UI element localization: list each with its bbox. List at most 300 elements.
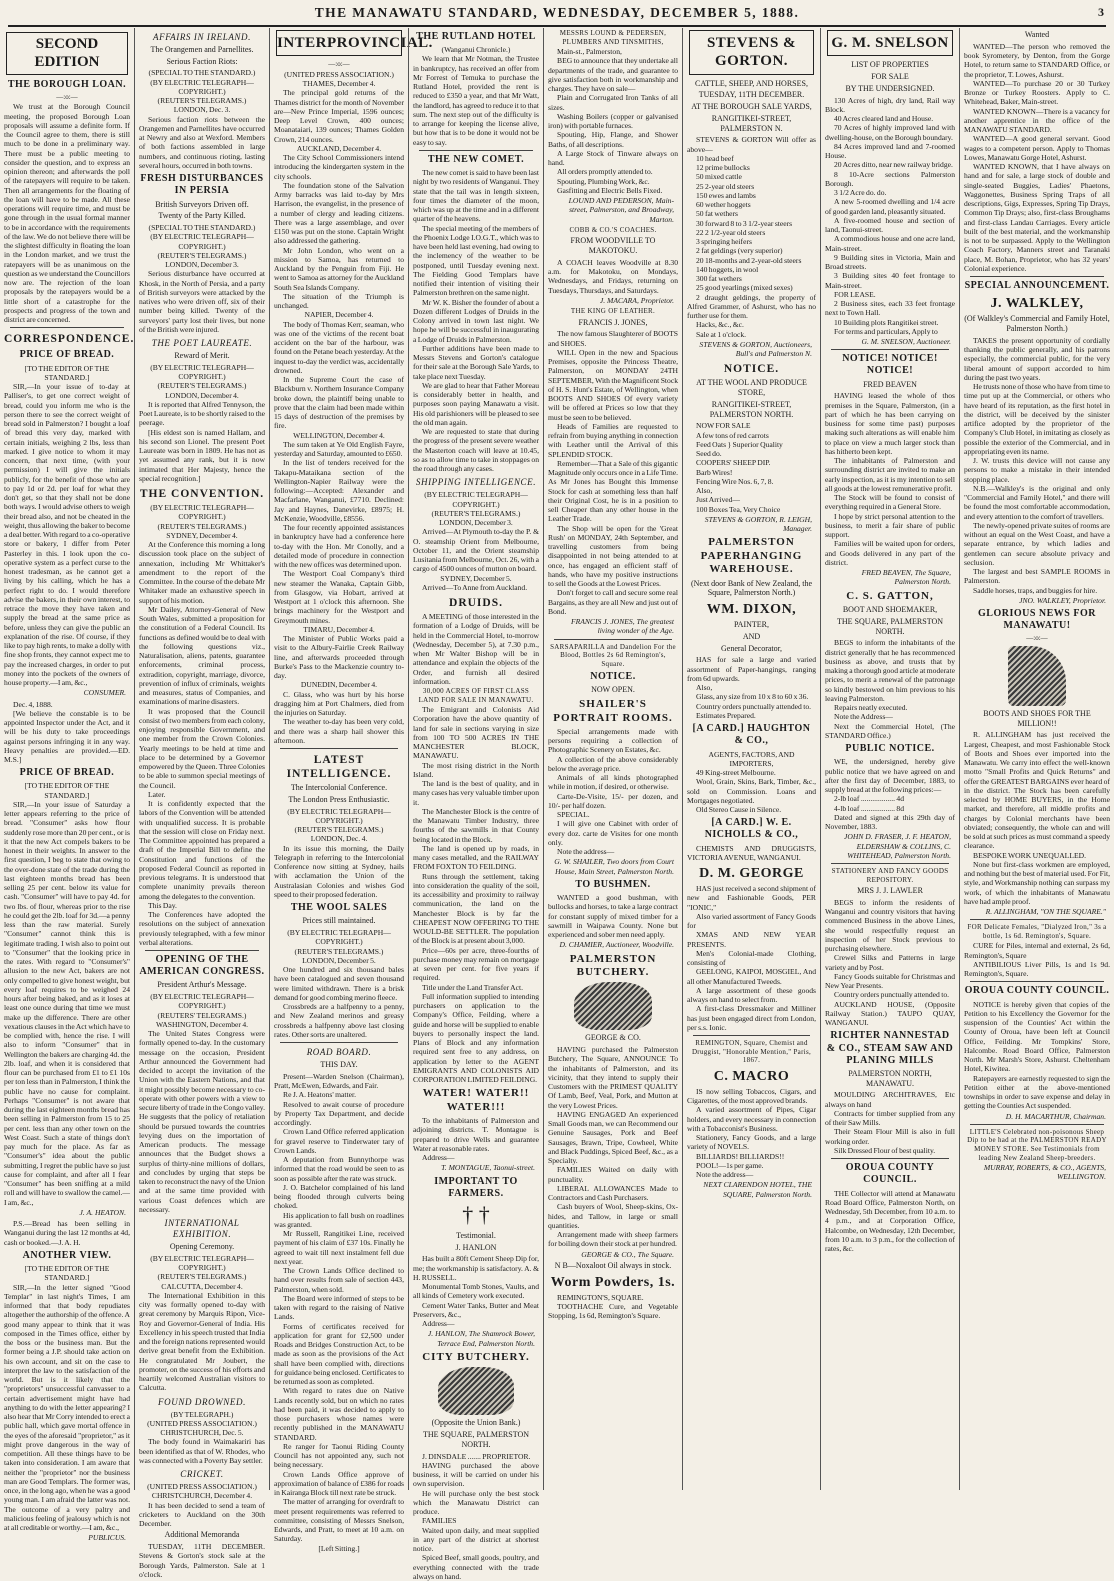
article-paragraph: Cement Water Tanks, Butter and Meat Preservers, &c., (413, 1300, 539, 1319)
article-paragraph: SIR,—In your issue of to-day at Palliser's, to get one correct weight of bread, could you inform me who is the person there to see the correct weight of bread sold in Palmerston? I bought a loaf of bread this very day, marked with certain initials, weighing 2 lbs, less than marked. I give notice to whom it may concern, that next time, (with your permission) I will give the initials publicly, for the benefit of those who are to pay 1d or 2d. per loaf for what they don't get, so that they shall not be done both ways. I would advise others to weigh their bread also, and not be cheated in the weight, thus allowing the baker to become a deal better. With regard to a co-operative store or bakery, I differ from Peter Pasterley in this. I look upon the co-operative system as a perfect curse to the honest tradesman, as he cannot get a living by his calling, which he has a perfect right to do. I would therefore advise the bakers, in their own interest, to retrace the move they have taken and supply the bread at the same price as before, unless they can give the public an explanation of the rise. Of course, if they like to pay high rents, to make a dolly with fine shop fronts, they cannot expect me to pay the increased charges, in order to put money into the pockets of the owners of house property.—I am, &c., (4, 382, 130, 688)
article-paragraph: ANTIBILIOUS Liver Pills, 1s and 1s 9d. Remington's, Square. (964, 959, 1110, 979)
article-paragraph: WANTED KNOWN—There is a vacancy for another apprentice in the office of the MANAWATU STANDARD. (964, 106, 1110, 134)
article-paragraph: The most rising district in the North Island. (413, 760, 539, 779)
editor-note: [We believe the constable is to be appointed Inspector under the Act, and it will be his duty to take proceedings against persons infringing it in any way. Heavy penalties are provided.—ED. M.S.] (4, 708, 130, 765)
article (825, 1030, 955, 1155)
article-paragraph: Estimates Prepared. (696, 710, 756, 720)
article-paragraph: (REUTER'S TELEGRAMS.) (294, 825, 384, 835)
signature: D. H. MACARTHUR, Chairman. (1005, 1111, 1106, 1121)
article-paragraph: The body of Thomas Kerr, seaman, who was one of the victims of the recent boat accident on the bar of the harbour, was found on the Petane beach yesterday. At the inquest to-day the verdict was, accidentally drowned. (274, 319, 404, 375)
section-rule (419, 150, 533, 151)
article-heading: 30,000 ACRES OF FIRST CLASS LAND FOR SALE IN MANAWATU. (418, 687, 534, 704)
article-paragraph: NAPIER, December 4. (304, 310, 374, 320)
article-paragraph: Carte-De-Visite, 15/- per dozen, and 10/- per half dozen. (548, 791, 678, 810)
article-heading: PALMERSTON BUTCHERY. (569, 952, 657, 979)
article-paragraph: (REUTER'S TELEGRAMS.) (157, 96, 247, 106)
article-paragraph: All orders promptly attended to. (557, 167, 653, 177)
article-paragraph: 2-lb loaf .................. 4d (834, 794, 904, 804)
article-heading: Wanted (1024, 30, 1050, 39)
article-paragraph: Later. (148, 789, 166, 799)
article-paragraph: [TO THE EDITOR OF THE STANDARD.] (24, 781, 110, 800)
column-divider (959, 28, 960, 1490)
article-paragraph: It is confidently expected that the labors of the Convention will be attended with unqualified success. It is probable that the session will close on Friday next. The Committee appointed has prepared a draft of the Imperial Bill to define the Constitution and functions of the proposed Federal Council as reported in previous telegrams. It is understood that complete unanimity prevails thereon among the delegates to the convention. (139, 799, 265, 901)
article-paragraph: Their Steam Flour Mill is also in full working order. (825, 1127, 955, 1146)
signature: GEORGE & CO., The Square. (581, 1249, 674, 1259)
article-subheading: Twenty of the Party Killed. (158, 211, 246, 221)
article-paragraph: CALCUTTA, December 4. (161, 1281, 243, 1291)
article-paragraph: Mr John London, who went on a mission to Samoa, has returned to Auckland by the Penguin from Fiji. He went to Samoa as attorney for the Auckland South Sea Islands Company. (274, 245, 404, 292)
article-paragraph: Families will be waited upon for orders, and Goods delivered in any part of the district. (825, 539, 955, 567)
article-paragraph: (REUTER'S TELEGRAMS.) (157, 1272, 247, 1282)
article-heading: LITTLE'S Celebrated non-poisonous Sheep Dip to be had at the PALMERSTON READY MONEY STORE. See Testimonials from leading New Zealand Sheep-breeders. (967, 1127, 1107, 1162)
article-subheading: AT THE WOOL AND PRODUCE STORE, (696, 378, 807, 398)
article-paragraph: (SPECIAL TO THE STANDARD.) (148, 223, 256, 233)
article-heading: INTERNATIONAL EXHIBITION. (164, 1218, 240, 1240)
editor-note: P.S.—Bread has been selling in Wanganui during the last 12 months at 4d, cash or booked.—J. A. H. (4, 1219, 130, 1247)
article (687, 723, 816, 814)
article-paragraph: The Manchester Block is the centre of the Manawatu Timber Industry, three fourths of the sawmills in that County being located in the Block. (413, 806, 539, 844)
article (964, 30, 1110, 273)
article-paragraph: 20 18-months and 2-year-old steers (696, 255, 802, 265)
article-heading: WATER! WATER!! WATER!!! (422, 1087, 530, 1113)
article (548, 671, 678, 695)
article-paragraph: Main-st., Palmerston, (557, 47, 622, 57)
signature: G. W. SHAILER, Two doors from Court House, Main Street, Palmerston North. (554, 857, 674, 876)
article-paragraph: We are requested to state that during the progress of the present severe weather the Masterton coach will leave at 10.45, so as to allow time to take in stoppages on the road through any cases. (413, 427, 539, 474)
article-paragraph: Men's Colonial-made Clothing, consisting of (687, 948, 816, 968)
article (413, 31, 539, 147)
signature: T. MONTAGUE, Taonui-street. (441, 1163, 535, 1173)
column-2 (139, 28, 265, 1579)
article (548, 1261, 678, 1271)
article-paragraph: SPECIAL. (557, 810, 590, 820)
article-heading: INTERPROVINCIAL. (276, 30, 402, 56)
article-paragraph: To the inhabitants of Palmerston and adjoining districts. T. Montague is prepared to drive Wells and guarantee Water at reasonable rates. (413, 1116, 539, 1153)
article-paragraph: The International Exhibition in this city was formally opened to-day with great ceremony by Marquis Ripon, Vice-Roy and Governor-General of India. His Excellency in his speech trusted that India and the foreign nations represented would derive great benefit from the Exhibition. He congratulated Mr Joubert, the promoter, on the success of his efforts and heartily welcomed Australian visitors to Calcutta. (139, 1290, 265, 1393)
article-paragraph: Note the address— (696, 1170, 754, 1180)
article-paragraph: A collection of the above considerably below the average price. (548, 754, 678, 773)
article-subheading: THE SQUARE, PALMERSTON NORTH. (422, 1430, 529, 1449)
article-heading: N B—Noxaloot Oil always in stock. (554, 1260, 672, 1270)
article-paragraph: CHRISTCHURCH, December 4. (151, 1491, 253, 1501)
article-heading: PUBLIC NOTICE. (845, 743, 935, 755)
article-paragraph: A COACH leaves Woodville at 8.30 a.m. for Makotoku, on Mondays, Wednesdays, and Fridays, returning on Tuesdays, Thursdays, and Saturdays. (548, 257, 678, 295)
article-heading: SHIPPING INTELLIGENCE. (415, 477, 537, 488)
article-paragraph: LONDON, Dec. 4. (310, 834, 368, 844)
article-paragraph: Spouting, Plumbing Work, &c. (557, 176, 650, 186)
article-paragraph: (BY ELECTRIC TELEGRAPH—COPYRIGHT.) (287, 928, 391, 947)
article (4, 79, 130, 325)
article-subheading: MRS J. J. LAWLER (857, 886, 923, 896)
article-paragraph: 12 prime bullocks (696, 163, 750, 173)
article-paragraph: LONDON, December 3. (439, 518, 513, 528)
article (139, 1469, 265, 1528)
article-heading: THE POET LAUREATE. (151, 338, 253, 349)
article-heading: OROUA COUNTY COUNCIL. (964, 985, 1110, 997)
article-paragraph: (BY ELECTRIC TELEGRAPH—COPYRIGHT.) (150, 992, 254, 1011)
article-paragraph: The land is the best of quality, and in many cases has very valuable timber upon it. (413, 779, 539, 807)
section-rule (831, 1158, 949, 1159)
article-paragraph: 3 1/2 Acre do. do. (834, 188, 887, 198)
article (825, 30, 955, 346)
article-paragraph: TOOTHACHE Cure, and Vegetable Stopping, 1s 6d, Remington's Square. (548, 1302, 678, 1321)
signature: STEVENS & GORTON, Auctioneers, Bull's and Palmerston N. (699, 339, 812, 359)
article-subheading: Reward of Merit. (174, 351, 230, 361)
column-divider (134, 28, 135, 1490)
article-paragraph: MOULDING ARCHITRAVES, Etc always on hand (825, 1090, 955, 1109)
section-rule (970, 276, 1104, 277)
article-paragraph: [TO THE EDITOR OF THE STANDARD.] (24, 363, 110, 382)
article-heading: THE WOOL SALES (290, 902, 388, 914)
article (139, 1397, 265, 1465)
article-paragraph: POOL!—1s per game. (696, 1160, 764, 1170)
article-paragraph: (BY ELECTRIC TELEGRAPH—COPYRIGHT.) (150, 232, 254, 251)
article-paragraph: LONDON, Dec. 3. (173, 105, 231, 115)
article-paragraph: I hope by strict personal attention to the business, to merit a fair share of public support. (825, 511, 955, 540)
article-paragraph: Animals of all kinds photographed while in motion, if desired, or otherwise. (548, 773, 678, 792)
signature: JNO. WALKLEY, Proprietor. (1019, 595, 1106, 605)
article-heading: THE CONVENTION. (139, 488, 265, 501)
article-paragraph: (REUTER'S TELEGRAMS.) (157, 250, 247, 260)
article (139, 950, 265, 1214)
article (274, 1042, 404, 1553)
article-paragraph: 22 2 1/2-year old steers (696, 227, 766, 237)
article (825, 590, 955, 740)
article-paragraph: WASHINGTON, December 4. (155, 1019, 249, 1029)
article-paragraph: It was proposed that the Council consist of two members from each colony, enjoying responsible Government, and one member from the Crown Colonies. Yearly meetings to be held at time and place to be determined by a Governor empowered by the Queen. Three Colonies to be able to summon special meetings of the Council. (139, 706, 265, 790)
article-paragraph: Also, (696, 683, 713, 693)
article-heading: SHAILER'S PORTRAIT ROOMS. (553, 698, 673, 724)
article-paragraph: J. DINSDALE ....... PROPRIETOR. (422, 1451, 531, 1461)
article-paragraph: GEELONG, KAIPOI, MOSGIEL, And all other Manufactured Tweeds. (687, 967, 816, 986)
article-heading: STATIONERY AND FANCY GOODS REPOSITORY. (831, 867, 949, 884)
article-paragraph: The weather to-day has been very cold, and there was a sharp hail shower this afternoon. (274, 717, 404, 745)
article-paragraph: 100 Boxes Tea, Very Choice (696, 504, 781, 514)
article-paragraph: The City School Commissioners intend introducing the kindergarten system in the city schools. (274, 153, 404, 181)
article-subheading: FROM WOODVILLE TO MAKOTOKU. (570, 236, 656, 256)
article-paragraph: A deputation from Bunnythorpe was informed that the road would be seen to as soon as possible after the rate was struck. (274, 1155, 404, 1183)
article-paragraph: N.B.—Walkley's is the original and only "Commercial and Family Hotel," and there will be found the most comfortable accommodation, and every attention to the comfort of travellers. (964, 483, 1110, 521)
article-paragraph: 10 Building plots Rangitikei street. (834, 317, 939, 327)
article-paragraph: The Shop will be open for the 'Great Rush' on MONDAY, 24th September, and travelling customers from being disappointed in not being attended to at once, has engaged an efficient staff of hands, who have my positive instructions to sell the Goods at the Lowest Prices. (548, 523, 678, 589)
article-paragraph: Hacks, &c., &c. (696, 320, 744, 330)
article-paragraph: Has built a 80ft Cement Sheep Dip for, me; the workmanship is satisfactory. A. & H. RUSSELL. (413, 1254, 539, 1282)
article-paragraph: The four recently appointed assistances in bankruptcy have had a conference here to-day with the Hon. Mr Conolly, and a detailed mode of procedure in connection with the new offices was determined upon. (274, 523, 404, 570)
article-subheading: GEORGE & CO. (585, 1033, 641, 1043)
article (964, 919, 1110, 978)
heading-ornament: —:o:— (328, 60, 350, 69)
article-paragraph: BESPOKE WORK UNEQUALLED. (973, 850, 1086, 860)
article-subheading: J. HANLON (455, 1242, 497, 1252)
article-heading: SARSAPARILLA and Dandelion For the Blood, Bottles 2s 6d Remington's, Square. (550, 642, 676, 668)
article-heading: SECOND EDITION (6, 32, 128, 75)
article (687, 817, 816, 862)
article-paragraph: Address— (422, 1319, 455, 1329)
article-paragraph: Ratepayers are earnestly requested to sign the Petition either at the above-mentioned townships in order to save expense and delay in getting the Counties Act suspended. (964, 1073, 1110, 1111)
article-paragraph: (BY ELECTRIC TELEGRAPH—COPYRIGHT.) (150, 362, 254, 382)
article-paragraph: The inhabitants of Palmerston and surrounding district are invited to make an early inspection, as it is my intention to sell all goods at the lowest remunerative profit. (825, 456, 955, 493)
article-paragraph: (BY TELEGRAPH.) (170, 1409, 234, 1419)
article-paragraph: Also varied assortment of Fancy Goods for (687, 911, 816, 931)
article-paragraph: LONDON, December 4. (165, 390, 239, 400)
article-heading: J. WALKLEY, (990, 296, 1084, 312)
article-paragraph: SYDNEY, December 5. (440, 573, 512, 583)
article-paragraph: Just Arrived— (696, 495, 741, 505)
article-paragraph: 40 Acres cleared land and House. (834, 114, 934, 124)
article (687, 536, 816, 598)
column-5 (548, 28, 678, 1490)
article-paragraph: Spouting, Hip, Flange, and Shower Baths, of all descriptions. (548, 130, 678, 149)
article-paragraph: (UNITED PRESS ASSOCIATION.) (284, 69, 394, 79)
article-heading: PRICE OF BREAD. (19, 767, 115, 779)
article-paragraph: The foundation stone of the Salvation Army barracks was laid to-day by Mrs Harrison, the evangelist, in the presence of a number of clergy and leading citizens. There was a large assemblage, and over £150 was put on the stone. Captain Wright also addressed the gathering. (274, 180, 404, 246)
signature: STEVENS & GORTON, R. LEIGH, Manager. (704, 514, 812, 534)
article-paragraph: FAMILIES Waited on daily with punctuality. (548, 1165, 678, 1184)
article-paragraph: 49 King-street Melbourne. (696, 768, 776, 778)
article-heading: THE RUTLAND HOTEL (416, 31, 536, 42)
article (413, 687, 539, 1084)
article-paragraph: The land is opened up by roads, in many cases metalled, and the RAILWAY FROM FOXTON TO FEILDING. (413, 843, 539, 872)
article-paragraph: The body found in Waimakariri has been identified as that of W. Rhodes, who was connected with a Poverty Bay settler. (139, 1437, 265, 1465)
article-paragraph: 2 Business sites, each 33 feet frontage next to Town Hall. (825, 299, 955, 318)
article-paragraph: HAVING purchased the Palmerston Butchery, The Square, ANNOUNCE To the inhabitants of Palmerston, and its vicinity, that they intend to supply their Customers with the PRIMEST QUALITY Of Lamb, Beef, Veal, Pork, and Mutton at the very Lowest Prices. (548, 1045, 678, 1110)
article-paragraph: A large assortment of these goods always on hand to select from. (687, 985, 816, 1005)
signature: J. HANLON, The Shamrock Bower, Terrace End, Palmerston North. (427, 1329, 535, 1348)
article (274, 748, 404, 899)
article-paragraph: I will give one Cabinet with order of every doz. carte de Visites for one month only. (548, 819, 678, 847)
article-heading: PALMERSTON PAPERHANGING WAREHOUSE. (700, 536, 803, 576)
article-paragraph: Cash buyers of Wool, Sheep-skins, Ox-hides, and Tallow, in large or small quantities. (548, 1202, 678, 1230)
article-paragraph: SYDNEY, December 4. (166, 530, 238, 540)
column-divider (682, 28, 683, 1490)
signature: D. CHAMIER, Auctioneer, Woodville. (559, 940, 674, 950)
article (139, 32, 265, 170)
article-paragraph: HAVING ENGAGED An experienced Small Goods man, we can Recommend our Genuine Sausages, Pork and Beef Sausages, Brawn, Tripe, Cowheel, White and Black Puddings, Spiced Beef, &c., as a Specialty. (548, 1109, 678, 1166)
article-paragraph: A new 5-roomed dwelling and 1/4 acre of good garden land, pleasantly situated. (825, 197, 955, 216)
article-paragraph: AUCKLAND, December 4. (296, 143, 382, 153)
article-heading: C. MACRO (713, 1068, 790, 1084)
article (413, 150, 539, 473)
article (964, 981, 1110, 1120)
article-paragraph: At the Conference this morning a long discussion took place on the subject of annexation, including Mr Whittaker's amendment to the report of the Committee. In the course of the debate Mr Whitaker made an exhaustive speech in support of his motion. (139, 540, 265, 605)
article-paragraph: Country orders punctually attended to. (696, 701, 812, 711)
article (413, 1087, 539, 1172)
article-heading: NOTICE! NOTICE! NOTICE! (842, 353, 938, 377)
article-paragraph: Runs through the settlement, taking into consideration the quality of the soil, its accessibility and proximity to railway communication, the land on the Manchester Block is by far the CHEAPEST NOW OFFERING TO THE WOULD-BE SETTLER. The population of the Block is at present about 3,000. (413, 871, 539, 946)
article-paragraph: Serious disturbance have occurred at Khosk, in the North of Persia, and a party of British surveyors were attacked by the natives who were driven off, six of their number being killed. Twenty of the surveyors' party lost their lives, but none of the British were injured. (139, 269, 265, 334)
article-paragraph: A five-roomed house and section of land, Taonui-street. (825, 215, 955, 235)
article-paragraph: Re ranger for Taonui Riding County Council has not appointed any, such not being necessary. (274, 1441, 404, 1470)
article-paragraph: Next the Commercial Hotel, (The STANDARD Office.) (825, 721, 955, 740)
article-paragraph: (BY ELECTRIC TELEGRAPH—COPYRIGHT.) (150, 1253, 254, 1273)
signature: FRED BEAVEN, The Square, Palmerston North. (861, 568, 951, 587)
article-paragraph: In the Supreme Court the case of Blackburn v. Northern Insurance Company broke down, the plaintiff being unable to prove that the claim had been made within 15 days of destruction of the premises by fire. (274, 375, 404, 431)
article-paragraph: Mr W. K. Bisher the founder of about a Dozen different Lodges of Druids in the Colony arrived in town last night. We hope he will be successful in inaugurating a Lodge of Druids in Palmerston. (413, 297, 539, 344)
article (413, 596, 539, 686)
article-heading: IMPORTANT TO FARMERS. (434, 1175, 518, 1199)
article-paragraph: LIBERAL ALLOWANCES Made to Contractors and Cash Purchasers. (548, 1183, 678, 1203)
article-paragraph: A MEETING of those interested in the formation of a Lodge of Druids, will be held in the Commercial Hotel, to-morrow (Wednesday, December 5), at 7.30 p.m., when Mr Walter Bishop will be in attendance and explain the objects of the Order, and furnish all desired information. (413, 612, 539, 686)
article-paragraph: J. W. trusts this device will not cause any persons to make a mistake in their intended stopping place. (964, 456, 1110, 484)
article-paragraph: NOTICE is hereby given that copies of the Petition to his Excellency the Governor for the suspension of the Counties' Act within the County of Oroua, have been left at Council Office, Feilding. Mr Tompkins' Store, Halcombe. Road Board Office, Palmerston North. Mr Marsh's Store, Ashurst. Cheltenham Hotel, Kiwitea. (964, 999, 1110, 1074)
article-heading: LATEST INTELLIGENCE. (286, 754, 392, 781)
article-paragraph: (REUTER'S TELEGRAMS.) (431, 508, 521, 518)
article-paragraph: With regard to rates due on Native Lands recently sold, but on which no rates had been paid, it was decided to apply to those purchasers whose names were recently published in the MANAWATU STANDARD. (274, 1386, 404, 1442)
masthead-rule (8, 25, 1106, 27)
article-paragraph: Heads of Families are requested to refrain from buying anything in connection with Leather until the Arrival of this SPLENDID STOCK. (548, 421, 678, 459)
article-paragraph: (REUTER'S TELEGRAMS.) (294, 946, 384, 956)
article-paragraph: 10 head beef (696, 153, 734, 163)
article-subheading: General Decorator, (721, 643, 782, 653)
signature: LOUND AND PEDERSON, Main-street, Palmerston, and Broadway, Marton. (568, 196, 674, 224)
article-paragraph: Stationery, Fancy Goods, and a large variety of NOVELS. (687, 1133, 816, 1152)
article (4, 1250, 130, 1543)
article-paragraph: He trusts none of those who have from time to time put up at the Commercial, or others who have heard of its reputation, as the first hotel in the district, will be deceived by the sinister artifice adopted by the proprietor of the Company's Club Hotel, in imitating as closely as possible the exterior of the Commercial, and in appropriating even its name. (964, 382, 1110, 456)
article-paragraph: AUCKLAND HOUSE, (Opposite Railway Station.) TAUPO QUAY, WANGANUI. (825, 999, 955, 1028)
article (4, 32, 130, 75)
article-paragraph: WANTED—The person who removed the book Syrometery, by Denton, from the Gorge Hotel, to return same to STANDARD Office, or the proprietor, T. Lowes, Ashurst. (964, 41, 1110, 79)
article-paragraph: We trust at the Borough Council meeting, the proposed Borough Loan proposals will assume a definite form. If the Council agree to them, there is still much to be done in a preliminary way. There must be a public meeting to consider the question, and to express an opinion thereon; and afterwards the poll of the ratepayers will require to be taken. Then all arrangements for the floating of the loan will have to be made. All these operations will require time, and must be gone through in the usual formal manner to be in accordance with the requirements of the law. We do not believe there will be the slightest difficulty in floating the loan in the London market, and we trust the ratepayers will be as unanimous on the question as we understand the Councillors now are. The rejection of the loan proposals by the ratepayers would be a little short of a catastrophe for the prospects and progress of the town and district are concerned. (4, 102, 130, 325)
article-heading: CITY BUTCHERY. (422, 1350, 530, 1363)
article-paragraph: TAKES the present opportunity of cordially thanking the public generally, and his patrons especially, the commercial public, for the very liberal amount of support accorded to him during the past two years. (964, 335, 1110, 382)
article-heading: OPENING OF THE AMERICAN CONGRESS. (139, 954, 265, 978)
article-paragraph: Waited upon daily, and meat supplied in any part of the district at shortest notice. (413, 1525, 539, 1554)
article-heading: TO BUSHMEN. (575, 878, 651, 890)
article-paragraph: Country orders punctually attended to. (834, 990, 950, 1000)
section-rule (831, 863, 949, 864)
article-heading: CRICKET. (180, 1469, 224, 1480)
article-paragraph: The Stock will be found to consist of everything required in a General Store. (825, 493, 955, 512)
signature: FRANCIS J. JONES, The greatest living wonder of the Age. (570, 617, 674, 636)
article-heading: Worm Powders, 1s. (550, 1274, 676, 1290)
signature: G. M. SNELSON, Auctioneer. (861, 337, 951, 347)
article-paragraph: LONDON, December 5. (302, 955, 376, 965)
article-paragraph: TIMARU, December 4. (303, 624, 375, 634)
article-paragraph: WILL Open in the new and Spacious Premises, opposite the Princess Theatre, Palmerston, on MONDAY 24TH SEPTEMBER, With the Magnificent Stock of H. S. Hunt's Estate, of Wellington, when BOOTS AND SHOES Of every variety will be offered at Prices so low that they must be seen to be believed. (548, 347, 678, 422)
article-heading: D. M. GEORGE (699, 866, 804, 882)
article-subheading: BY THE UNDERSIGNED. (845, 83, 935, 93)
article-paragraph: WE, the undersigned, hereby give public notice that we have agreed on and after the first day of December, 1883, to supply bread at the following prices:— (825, 757, 955, 795)
article-paragraph: [TO THE EDITOR OF THE STANDARD.] (24, 1264, 110, 1283)
article-paragraph: Repairs neatly executed. (834, 703, 908, 713)
article-subheading: (Of Walkley's Commercial and Family Hotel, Palmerston North.) (964, 314, 1110, 334)
article-paragraph: LONDON, December 3. (165, 260, 239, 270)
article-heading: THE NEW COMET. (427, 153, 525, 165)
article-heading: MESSRS LOUND & PEDERSEN, PLUMBERS AND TINSMITHS, (559, 29, 667, 46)
article (548, 698, 678, 876)
article (687, 601, 816, 720)
article-paragraph: 2 fat geldings (very superior) (696, 246, 783, 256)
section-rule (693, 1035, 810, 1036)
page-number: 3 (1098, 5, 1104, 19)
article-paragraph: The Emigrant and Colonists Aid Corporation have the above quantity of land for sale in sections varying in size from 100 TO 500 ACRES IN THE MANCHESTER BLOCK, MANAWATU. (413, 705, 539, 761)
article-paragraph: BEGS to inform the inhabitants of the district generally that he has recommenced business as above, and trusts that by making a thorough good article at moderate prices, to merit a renewal of the patronage so kindly bestowed on him previous to his leaving Palmerston. (825, 638, 955, 703)
bull-illustration (438, 1367, 514, 1415)
article-paragraph: 25 good yearlings (mixed sexes) (696, 283, 793, 293)
article (548, 307, 678, 636)
article-paragraph: XMAS AND NEW YEAR PRESENTS. (687, 930, 816, 949)
article-heading: NOTICE. (723, 363, 780, 376)
article-heading: PRICE OF BREAD. (19, 349, 115, 361)
article-paragraph: Note the Address— (834, 712, 893, 722)
column-divider (543, 28, 544, 1490)
article-heading: THE BOROUGH LOAN. (7, 78, 127, 90)
article-paragraph: Mr Russell, Rangitikei Line, received payment of his claim of £37 10s. Finally he agreed to wait till next instalment fell due next year. (274, 1229, 404, 1266)
column-1 (4, 28, 135, 1543)
article-paragraph: CHRISTCHURCH, Dec. 5. (160, 1428, 244, 1438)
section-rule (970, 919, 1104, 920)
article-paragraph: 60 wether hoggets (696, 200, 751, 210)
article-paragraph: The newly-opened private suites of rooms are without an equal on the West Coast, and have a separate entrance, by which ladies and gentlemen can secure absolute privacy and seclusion. (964, 520, 1110, 567)
article (4, 349, 130, 764)
boot-illustration (1008, 646, 1066, 706)
article-paragraph: Wool, Grain, Skins, Bark, Timber, &c., sold on Commission. Loans and Mortgages negotiated. (687, 777, 816, 805)
article-paragraph: Arrived—To Anne from Auckland. (422, 582, 528, 592)
article (548, 1274, 678, 1321)
article-subheading: The London Press Enthusiastic. (288, 794, 390, 804)
article (4, 327, 135, 346)
article (548, 639, 678, 669)
article-paragraph: THE Collector will attend at Manawatu Road Board Office, Palmerston North, on Wednesday, 5th December, from 10 a.m. to 4 p.m., and at Corporation Office, Halcombe, on Wednesday, 12th December, from 10 a.m. to 3 p.m., for the collection of rates, &c. (825, 1188, 955, 1254)
heading-ornament: —:o:— (1026, 634, 1048, 643)
article-paragraph: 30 forward 8 to 3 1/2-year steers (696, 218, 793, 228)
column-6 (687, 28, 816, 1490)
article-paragraph: SIR,—In the letter signed "Good Templar" in last night's Times, I am informed that that body repudiates altogether the authorship of the offence. A good many appear to think that it was composed in the Times office, either by the boss or the business man. But the former being a J.P. should take action on his own account, and sit on the case to interpret the law to the satisfaction of the world. But is it likely that the "proprietors" unsuccessful canvasser to a certain advertisement might have had anything to do with the letter appearing? I also hear that Mr Corry intended to erect a public hall, which gave mortal offence in the eyes of the aforesaid "proprietor," as it might prove dangerous in the way of competition. All these things have to be taken into consideration. I am aware that neither the "proprietor" nor the business man are Good Templars. The former was, once, in the long ago, when he was a good young man. I am afraid the latter was not. The outcome of a very paltry and malicious feeling of jealousy which is not at all creditable or worthy.—I am, &c., (4, 1282, 130, 1533)
article-paragraph: J. O. Batchelor complained of his land being flooded through culverts being choked. (274, 1182, 404, 1211)
article-paragraph: 3 Building sites 40 feet frontage to Main-street. (825, 271, 955, 290)
article-paragraph: Old Stereo Cause in Silence. (696, 805, 782, 815)
article-paragraph: HAVING purchased the above business, it will be carried on under his own supervision. (413, 1460, 539, 1489)
article-subheading: (Next door Bank of New Zealand, the Square, Palmerston North.) (690, 578, 813, 598)
article-paragraph: Remember—That a Sale of this gigantic Magnitude only occurs once in a Life Time. As Mr Jones has Bought this Immense Stock for cash at something less than half their Original Cost, he is in a position to sell Cheaper than any other house in the Leather Trade. (548, 458, 678, 524)
article-paragraph: One hundred and six thousand bales have been catalogued and seven thousand were limited withdrawn. There is a brisk demand for good combing merino fleece. (274, 965, 404, 1002)
heading-ornament: —:o:— (56, 92, 78, 101)
article-paragraph: (BY ELECTRIC TELEGRAPH—COPYRIGHT.) (150, 77, 254, 96)
article-paragraph: (UNITED PRESS ASSOCIATION.) (147, 1418, 257, 1428)
article (964, 608, 1110, 916)
article-paragraph: A Large Stock of Tinware always on hand. (548, 148, 678, 168)
article-paragraph: HAS just received a second shipment of new and Fashionable Goods, PER "IONIC," (687, 884, 816, 912)
article-paragraph: DUNEDIN, December 4. (300, 680, 378, 690)
article (4, 767, 130, 1247)
section-rule (145, 950, 259, 951)
column-8 (964, 28, 1110, 1490)
section-rule (831, 349, 949, 350)
article-paragraph: (SPECIAL TO THE STANDARD.) (148, 68, 256, 78)
column-4 (413, 28, 539, 1581)
article-paragraph: Forms of certificates received for application for grant for £2,500 under Roads and Bridges Construction Act, to be made as soon as the provisions of the Act shall have been complied with, directions for guidance being enclosed. Certificates to be returned as soon as completed. (274, 1321, 404, 1387)
article-paragraph: Glass, any size from 10 x 8 to 60 x 36. (696, 692, 809, 702)
article-subheading: FOR SALE (871, 72, 909, 82)
article (687, 362, 816, 533)
article-paragraph: (REUTER'S TELEGRAMS.) (157, 521, 247, 531)
article-paragraph: Don't forget to call and secure some real Bargains, as they are all New and just out of Bond. (548, 588, 678, 616)
article (548, 953, 678, 1259)
article (964, 295, 1110, 605)
article-subheading: PALMERSTON NORTH, MANAWATU. (848, 1068, 932, 1088)
article (825, 863, 955, 1027)
article-paragraph: 4-lb loaf .................. 8d (834, 803, 904, 813)
column-divider (408, 28, 409, 1490)
article (825, 743, 955, 860)
article-subheading: British Surveyors Driven off. (155, 199, 249, 209)
masthead (0, 0, 1114, 26)
section-rule (280, 748, 398, 749)
article-paragraph: 3 springing heifers (696, 237, 752, 247)
article-paragraph: Dated and signed at this 29th day of November, 1883. (825, 812, 955, 832)
article-heading: DRUIDS. (449, 597, 503, 610)
column-7 (825, 28, 955, 1490)
